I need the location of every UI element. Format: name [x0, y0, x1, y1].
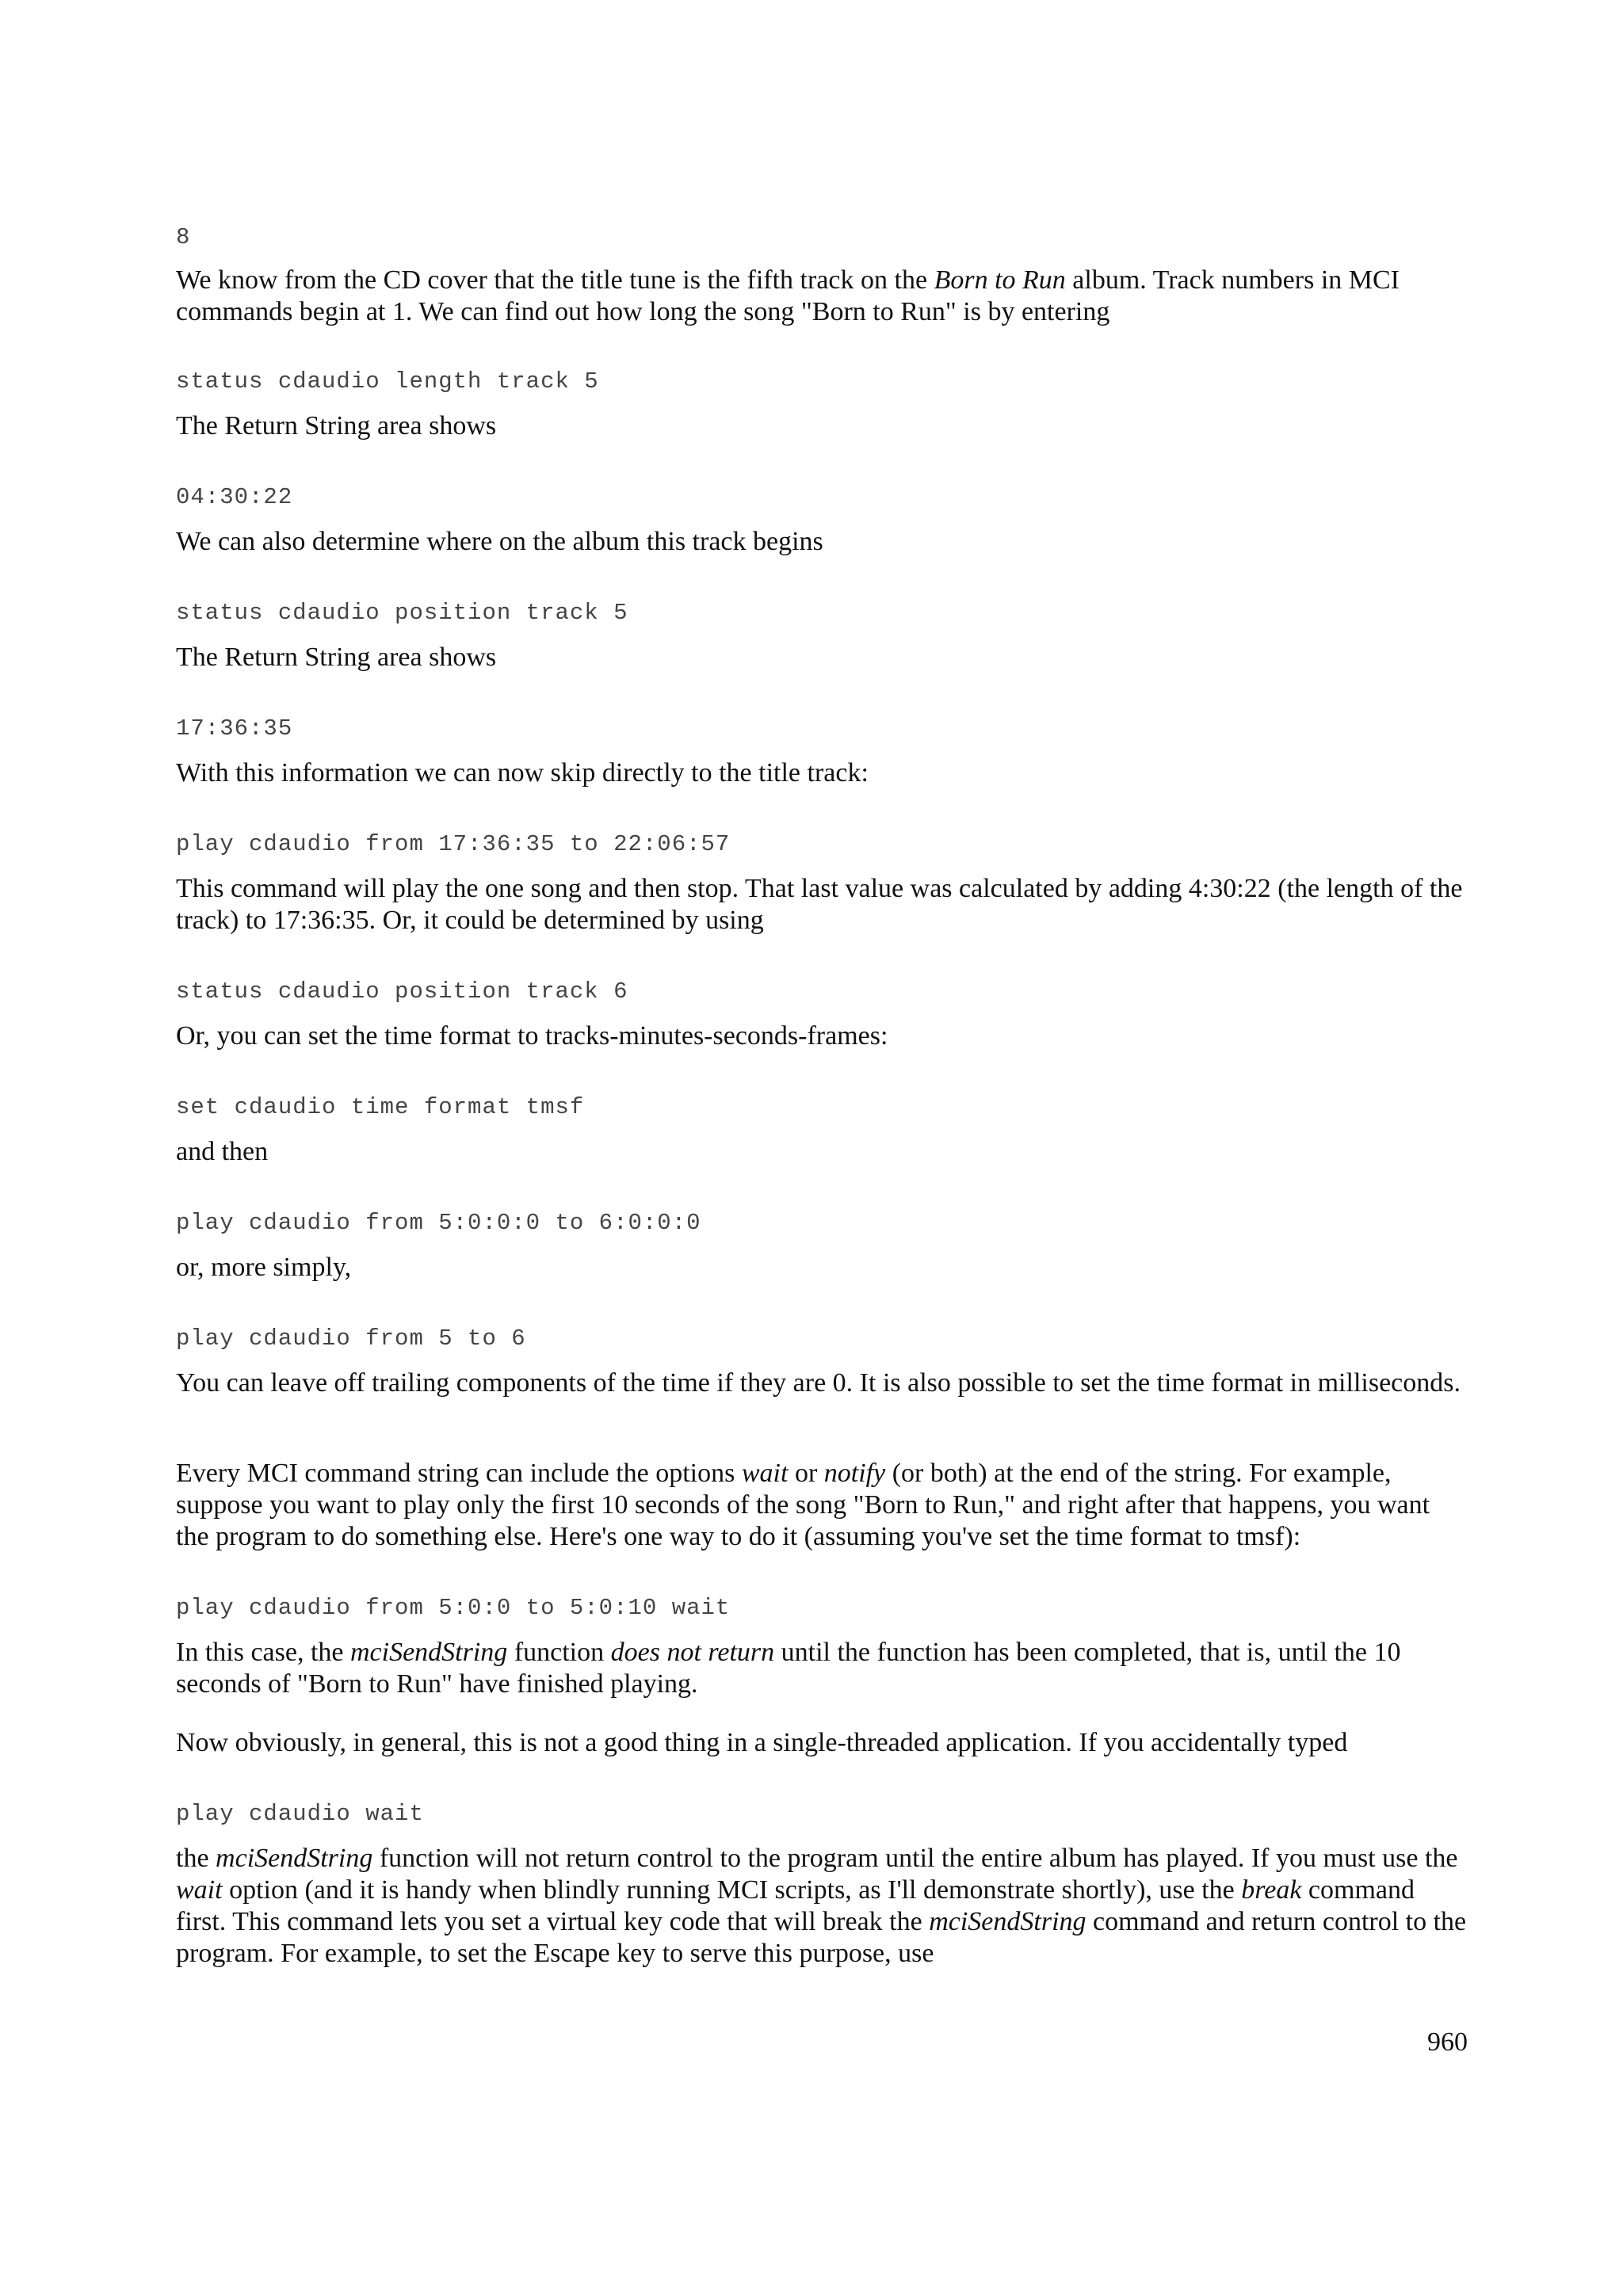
- code-status-position: status cdaudio position track 5: [176, 600, 628, 626]
- paragraph-13: Now obviously, in general, this is not a good thing in a single-threaded application. If you accidentally typed: [176, 1728, 1348, 1757]
- paragraph-3: We can also determine where on the album this track begins: [176, 527, 823, 556]
- paragraph-14: the mciSendString function will not return control to the program until the entire album has played. If you must use the wait option (and it is handy when blindly running MCI scripts, as I'll demonstrate shortly), use the break command first. This command lets you set a virtual key code that will break the mciSendString command and return control to the program. For example, to set the Escape key to serve this purpose, use: [176, 1844, 1467, 1968]
- code-play-cdaudio-wait: play cdaudio wait: [176, 1801, 424, 1827]
- paragraph-2: The Return String area shows: [176, 411, 497, 441]
- paragraph-6: This command will play the one song and then stop. That last value was calculated by adding 4:30:22 (the length of the track) to 17:36:35. Or, it could be determined by using: [176, 874, 1463, 935]
- paragraph-4: The Return String area shows: [176, 643, 497, 672]
- top-marker: 8: [176, 224, 191, 250]
- page-number: 960: [1427, 2027, 1468, 2057]
- code-set-tmsf: set cdaudio time format tmsf: [176, 1094, 585, 1120]
- paragraph-10: You can leave off trailing components of the time if they are 0. It is also possible to set the time format in milliseconds.: [176, 1368, 1461, 1398]
- paragraph-8: and then: [176, 1137, 269, 1166]
- paragraph-11: Every MCI command string can include the options wait or notify (or both) at the end of the string. For example, suppose you want to play only the first 10 seconds of the song "Born to Run," and right after that happens, you want the program to do something else. Here's one way to do it (assuming you've set the time format to tmsf):: [176, 1459, 1430, 1551]
- code-play-tmsf: play cdaudio from 5:0:0:0 to 6:0:0:0: [176, 1210, 701, 1236]
- paragraph-1: We know from the CD cover that the title tune is the fifth track on the Born to Run album. Track numbers in MCI commands begin at 1. We can find out how long the song "Born to Run" is by entering: [176, 265, 1400, 326]
- code-status-length: status cdaudio length track 5: [176, 368, 599, 395]
- code-play-simple: play cdaudio from 5 to 6: [176, 1325, 526, 1352]
- code-status-track6: status cdaudio position track 6: [176, 978, 628, 1005]
- code-return-position: 17:36:35: [176, 715, 293, 742]
- code-return-length: 04:30:22: [176, 484, 293, 510]
- code-play-wait: play cdaudio from 5:0:0 to 5:0:10 wait: [176, 1595, 731, 1621]
- paragraph-7: Or, you can set the time format to tracks-minutes-seconds-frames:: [176, 1021, 888, 1051]
- paragraph-9: or, more simply,: [176, 1253, 352, 1282]
- paragraph-5: With this information we can now skip directly to the title track:: [176, 758, 869, 788]
- code-play-range: play cdaudio from 17:36:35 to 22:06:57: [176, 831, 731, 857]
- paragraph-12: In this case, the mciSendString function does not return until the function has been completed, that is, until the 10 seconds of "Born to Run" have finished playing.: [176, 1638, 1401, 1699]
